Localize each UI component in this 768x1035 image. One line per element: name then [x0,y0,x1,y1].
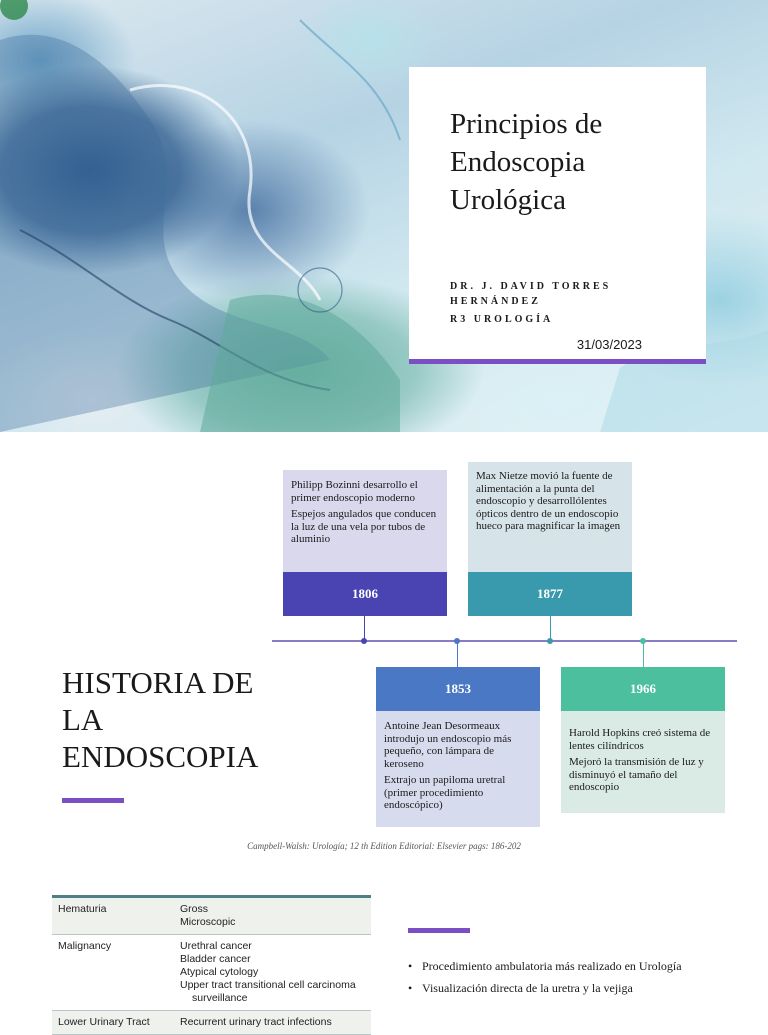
table-item: Urethral cancer [180,940,252,952]
table-category: Hematuria [58,903,107,915]
table-item: Microscopic [180,916,236,928]
table-row [52,1011,371,1035]
event-1853-connector [457,642,458,667]
event-1853-line-2: Extrajo un papiloma uretral (primer procedimiento endoscópico) [384,774,506,811]
table-item: Recurrent urinary tract infections [180,1016,332,1028]
event-1806-marker [361,638,367,644]
title-accent-bar [409,359,706,364]
event-1806-description [283,470,447,572]
list-item [408,958,708,974]
table-items [180,1016,332,1029]
table-row [52,898,371,935]
bullet-text: Procedimiento ambulatoria más realizado en Urología [422,959,682,973]
event-1877-connector [550,616,551,640]
list-item [408,980,708,996]
table-items [180,903,235,929]
event-1966-line-1: Harold Hopkins creó sistema de lentes cilíndricos [569,727,711,752]
history-slide [0,432,768,864]
event-1966-marker [640,638,646,644]
event-1853-description [376,711,540,827]
event-1853-year: 1853 [376,667,540,711]
table-items [180,940,356,1005]
table-row [52,935,371,1011]
bullet-text: Visualización directa de la uretra y la vejiga [422,981,633,995]
presentation-title: Principios de Endoscopia Urológica [450,108,603,216]
event-1806-line-1: Philipp Bozinni desarrollo el primer endoscopio moderno [291,479,418,504]
indications-table [52,895,371,1035]
indications-bullets [408,958,708,1002]
author-name: DR. J. DAVID TORRES HERNÁNDEZ [450,281,612,307]
table-category: Malignancy [58,940,112,952]
table-item: Bladder cancer [180,953,251,965]
bullet-icon: • [408,959,413,973]
event-1966-connector [643,642,644,667]
title-card [409,67,706,364]
event-1966-description [561,711,725,813]
indications-underline [408,928,470,933]
timeline-axis [272,640,737,642]
event-1806-connector [364,616,365,640]
event-1877-year: 1877 [468,572,632,616]
history-title-underline [62,798,124,803]
event-1966-line-2: Mejoró la transmisión de luz y disminuyó el tamaño del endoscopio [569,756,704,793]
bullet-icon: • [408,981,413,995]
table-item: surveillance [192,992,248,1004]
table-item: Upper tract transitional cell carcinoma [180,979,356,991]
event-1966-year: 1966 [561,667,725,711]
table-category: Lower Urinary Tract [58,1016,150,1028]
indications-slide [0,864,768,1028]
cover-slide [0,0,768,432]
table-item: Atypical cytology [180,966,259,978]
event-1877-marker [547,638,553,644]
event-1877-line-1: Max Nietze movió la fuente de alimentación a la punta del endoscopio y desarrollólentes ópticos dentro de un endoscopio hueco para magnificar la imagen [476,470,621,532]
table-item: Gross [180,903,209,915]
presentation-date: 31/03/2023 [576,337,642,352]
event-1877-description [468,462,632,572]
event-1806-year: 1806 [283,572,447,616]
history-title: HISTORIA DE LA ENDOSCOPIA [62,665,259,774]
event-1806-line-2: Espejos angulados que conducen la luz de una vela por tubos de aluminio [291,508,437,545]
citation: Campbell-Walsh: Urología; 12 th Edition Editorial: Elsevier pags: 186-202 [247,841,521,851]
author-role: R3 UROLOGÍA [450,314,554,325]
event-1853-line-1: Antoine Jean Desormeaux introdujo un endoscopio más pequeño, con lámpara de keroseno [384,720,512,770]
event-1853-marker [454,638,460,644]
